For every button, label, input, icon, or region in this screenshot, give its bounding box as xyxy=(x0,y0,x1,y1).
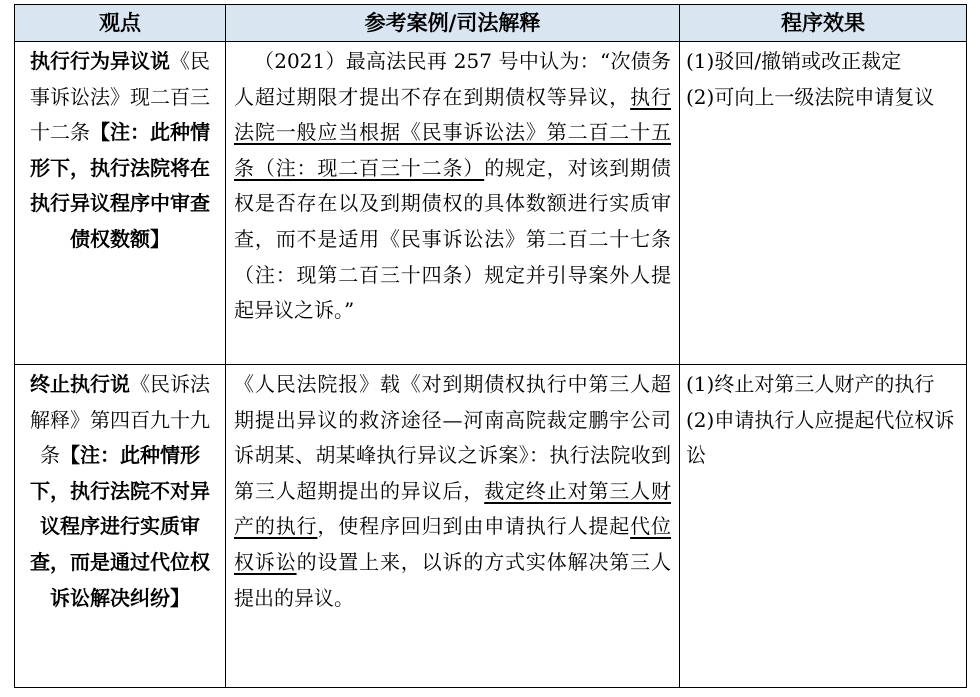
effect-item: (1)驳回/撤销或改正裁定 xyxy=(686,49,902,73)
header-case: 参考案例/司法解释 xyxy=(226,5,680,42)
effect-item: (1)终止对第三人财产的执行 xyxy=(686,372,935,396)
case-cell xyxy=(226,42,680,365)
view-law: 《民事诉讼法》现二百三十二条 xyxy=(30,49,210,145)
effect-cell xyxy=(680,365,967,688)
case-text: 《人民法院报》载《对到期债权执行中第三人超期提出异议的救济途径—河南高院裁定鹏宇公司诉胡某、胡某峰执行异议之诉案》：执行法院收到第三人超期提出的异议后， xyxy=(234,372,671,503)
effect-item: (2)申请执行人应提起代位权诉讼 xyxy=(686,407,955,468)
table-row xyxy=(15,365,967,688)
case-cell xyxy=(226,365,680,688)
view-title: 终止执行说 xyxy=(30,372,130,396)
case-text: ，使程序回归到由申请执行人提起 xyxy=(317,514,631,539)
view-cell xyxy=(15,365,226,688)
case-underlined-text: 代位权诉讼 xyxy=(234,514,672,574)
view-cell xyxy=(15,42,226,365)
header-effect: 程序效果 xyxy=(680,5,967,42)
case-text: 的规定，对该到期债权是否存在以及到期债权的具体数额进行实质审查，而不是适用《民事诉讼法》第二百二十七条（注：现第二百三十四条）规定并引导案外人提起异议之诉。” xyxy=(234,155,672,323)
case-text: 的设置上来，以诉的方式实体解决第三人提出的异议。 xyxy=(234,549,672,610)
view-law: 《民诉法解释》第四百九十九条 xyxy=(30,372,210,468)
comparison-table xyxy=(14,4,967,688)
case-underlined-text: 裁定终止对第三人财产的执行 xyxy=(234,478,672,539)
header-row xyxy=(15,5,967,42)
case-text: （2021）最高法民再 257 号中认为：“次债务人超过期限才提出不存在到期债权等异议， xyxy=(234,49,671,109)
header-view: 观点 xyxy=(15,5,226,42)
view-title: 执行行为异议说 xyxy=(30,49,170,73)
effect-cell xyxy=(680,42,967,365)
effect-item: (2)可向上一级法院申请复议 xyxy=(686,84,935,109)
case-underlined-text: 执行法院一般应当根据《民事诉讼法》第二百二十五条（注：现二百三十二条） xyxy=(234,84,672,180)
view-note: 【注：此种情形下，执行法院将在执行异议程序中审查债权数额】 xyxy=(30,120,210,251)
table-row xyxy=(15,42,967,365)
view-note: 【注：此种情形下，执行法院不对异议程序进行实质审查，而是通过代位权诉讼解决纠纷】 xyxy=(30,443,210,610)
